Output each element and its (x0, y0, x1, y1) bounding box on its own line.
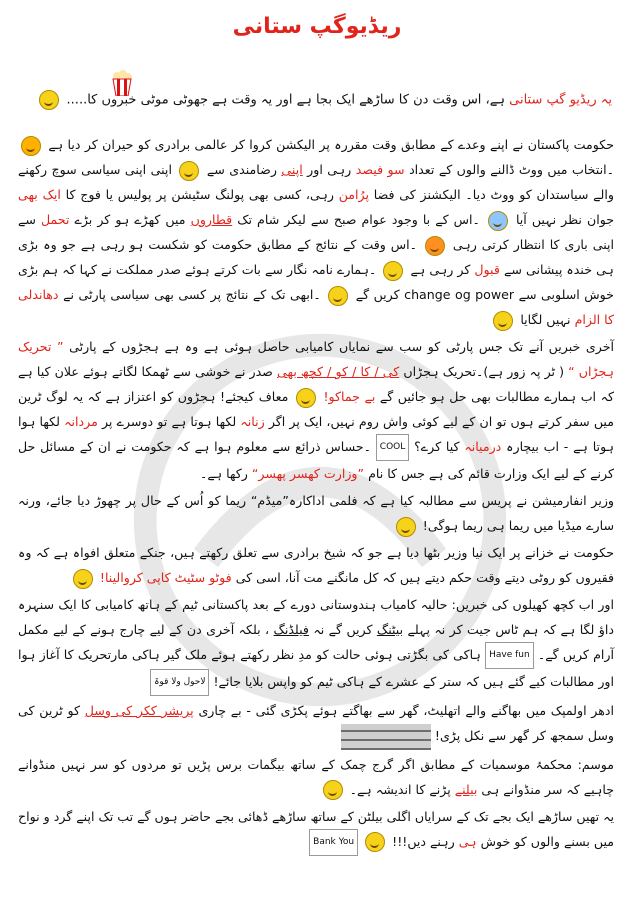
english-text: change og power (404, 287, 515, 302)
text: وزیر انفارمیشن نے پریس سے مطالبہ کیا ہے کہ فلمی اداکارہ”میڈم“ ریما کو اُس کے حال پر چھوڑ دیا جائے، ورنہ سارے میڈیا میں ریما ہی ریما ہوگی! (18, 493, 614, 533)
text: ہاکی کی بگڑتی ہوئی حالت کو مدِ نظر رکھتے ہوئے ملک گیر ہاکی مارتحریک کا آغاز ہوا اور مطالبات کیے گئے ہیں کہ ستر کے عشرے کے ہاکی ٹیم کو واپس بلایا جائے! (18, 647, 614, 689)
text: حکومت پاکستان نے اپنے وعدے کے مطابق وقت مقررہ پر الیکشن کروا کر عالمی برادری کو حیران کر دیا ہے (48, 137, 614, 152)
highlight: قبول (474, 262, 500, 277)
text: ۔ابھی تک کے نتائج پر کسی بھی سیاسی پارٹی نے (63, 287, 321, 302)
text: لکھا ہوا ہوتا ہے - اب بیچارہ (18, 414, 614, 454)
highlight: پرُامن (338, 187, 369, 202)
highlight: بیلنے (454, 781, 478, 797)
text: ادھر اولمپک میں بھاگنے والے اتھلیٹ، گھر سے بھاگتے ہوئے پکڑی گئی - بے چاری (198, 703, 615, 718)
highlight: تحمل (40, 212, 70, 227)
highlight: پریشر ککر کی وسل (84, 703, 194, 718)
text: ۔اس وقت کے نتائج کے مطابق حکومت کو شکست ہو رہی ہے جو وہ بڑی ہی خندہ پیشانی سے (18, 237, 614, 277)
paragraph-weather (18, 752, 614, 802)
text: ( ٹر پہ زور ہے)۔تحریک ہجڑاں (403, 364, 565, 379)
worried-face-icon (323, 780, 343, 800)
have-fun-sign: Have fun (485, 642, 534, 669)
text: لکھا ہوتا ہے تو دوسرے پر (101, 414, 237, 429)
thank-you-sign: Bank You (309, 829, 358, 856)
intro-line (36, 90, 612, 110)
shocked-face-icon (21, 136, 41, 156)
page-title: ریڈیوگپ ستانی (232, 14, 402, 39)
text: رہی، کسی بھی پولنگ سٹیشن پر پولیس یا فوج کا (65, 187, 334, 202)
text: اپنی اپنی سیاسی سوچ رکھنے والے سیاستدان کو ووٹ دیا۔ الیکشنز کی فضا (18, 162, 614, 202)
highlight: ”وزارت کھسر پھسر“ (251, 466, 365, 481)
text: فیلڈنگ (273, 622, 309, 637)
text: بیٹنگ (376, 622, 404, 637)
paragraph-party (18, 334, 614, 486)
text: نہیں لگایا (520, 312, 571, 327)
lahol-sign: لاحول ولا قوۃ (150, 669, 209, 696)
highlight: مردانہ (64, 414, 98, 429)
text: میں کھڑے ہو کر بڑے (74, 212, 186, 227)
cool-sign: COOL (376, 434, 409, 461)
sleeping-face-icon (425, 236, 445, 256)
text: رہی اور (307, 162, 352, 177)
paragraph-elections (18, 132, 614, 332)
dancing-icon (296, 388, 316, 408)
highlight: دھاندلی کا الزام (18, 287, 614, 327)
text: جوان نظر نہیں آیا (515, 212, 615, 227)
intro-text: ہے، اس وقت دن کا ساڑھے ایک بجا ہے اور یہ وقت ہے جھوٹی موٹی خبروں کا..... (66, 92, 510, 108)
text: پڑنے کا اندیشہ ہے۔ (349, 781, 451, 797)
text: کریں گے (355, 287, 400, 302)
text: کیا کرے؟ (414, 439, 460, 454)
highlight: بے جماکو! (323, 389, 376, 404)
text: کریں گے نہ (313, 622, 373, 637)
text: ۔ہمارے نامہ نگار سے بات کرتے ہوئے صدر مملکت نے کہا کہ ہم بڑی خوش اسلوبی سے (18, 262, 614, 302)
text: صدر نے خوشی سے ٹھمکا لگاتے ہوئے علان کیا ہے کہ اب ہمارے مطالبات بھی حل ہو جائیں گے (18, 364, 614, 404)
text: حکومت نے خزانے پر ایک نیا وزیر بٹھا دیا ہے جو کہ شیخ برادری سے تعلق رکھتے ہیں، جنکے متعلق افواہ ہے کہ وہ فقیروں کو روٹی دیتے وقت حکم دیتے ہیں کہ کل مانگنے مت آنا، اسی کی (18, 545, 614, 585)
zipped-mouth-icon (179, 161, 199, 181)
paragraph-sports (18, 592, 614, 696)
paragraph-information (18, 488, 614, 538)
paragraph-closing (18, 804, 614, 856)
blue-face-icon (488, 211, 508, 231)
smiley-icon (383, 261, 403, 281)
text: اور اب کچھ کھیلوں کی خبریں: حالیہ کامیاب ہندوستانی دورے کے بعد پاکستانی ٹیم کے ہاتھ کامیابی کا ایک سنہرہ داؤ لگا ہے کہ ہم ٹاس جیت کر نہ پہلے (18, 597, 614, 637)
highlight: ” تحریک ہجڑاں “ (18, 339, 615, 379)
text: رہنے دیں!!! (392, 833, 455, 849)
brick-wall-image (341, 724, 431, 750)
highlight: زنانہ (240, 414, 265, 429)
paragraph-finance (18, 540, 614, 590)
text: ۔حساس ذرائع سے معلوم ہوا ہے کہ حکومت نے ان کے مسائل حل کرنے کے لیے ایک وزارت قائم کی ہے جس کا نام (18, 439, 614, 481)
highlight: سو فیصد (355, 162, 405, 177)
highlight: فوٹو سٹیٹ کاپی کروالینا! (99, 570, 232, 585)
text: ۔اس کے با وجود عوام صبح سے لیکر شام تک (237, 212, 480, 227)
highlight: اپنی (281, 162, 303, 177)
text: ۔انتخاب میں ووٹ ڈالنے والوں کے تعداد (409, 162, 614, 177)
text: معاف کیجئے! ہجڑوں کو اعتزاز ہے کہ یہ لوگ ٹرین میں سفر کرتے ہوں تو ان کے لیے کوئی واش روم نہیں، ایک پر اگر (18, 389, 614, 429)
paragraph-olympic (18, 698, 614, 750)
text: آخری خبریں آنے تک جس پارٹی کو سب سے نمایاں کامیابی حاصل ہوئی ہے وہ ہے ہجڑوں کے پارٹی (69, 339, 614, 354)
reading-face-icon (493, 311, 513, 331)
text: یہ تھیں ساڑھے ایک بجے تک کے سرایاں اگلی بیلٹن کے ساتھ ساڑھے ڈھائی بجے حاضر ہوں گے تب تک اپنے گرد و نواح میں بسنے والوں کو خوش (18, 808, 614, 849)
text: رکھا ہے۔ (200, 466, 248, 481)
article-body (18, 132, 614, 858)
text: ، بلکہ آخری دن کے لیے چارج ہونے کے لیے مکمل آرام کریں گے۔ (18, 622, 614, 662)
highlight: ہی (458, 833, 477, 849)
highlight: کی / کا / کو / کچھ بھی (277, 364, 400, 379)
text: کر رہی ہے (410, 262, 471, 277)
text: رضامندی سے (206, 162, 277, 177)
highlight: قطاروں (190, 212, 233, 227)
fighting-icon (328, 286, 348, 306)
tongue-out-icon (73, 569, 93, 589)
text: سے اپنی باری کا انتظار کرتی رہی (18, 212, 614, 252)
thank-you-face-icon (365, 832, 385, 852)
intro-highlight: یہ ریڈیو گپ ستانی (509, 92, 612, 108)
text: موسم: محکمۂ موسمیات کے مطابق اگر گرج چمک کے ساتھ بیگمات برس پڑیں تو مردوں کو سر نہیں منڈوانے چاہیے کہ سر منڈوانے ہی (18, 756, 614, 797)
smiley-icon (39, 90, 59, 110)
chatting-faces-icon (396, 517, 416, 537)
highlight: ایک بھی (18, 187, 61, 202)
text: کو ٹرین کی وسل سمجھ کر گھر سے نکل پڑی! (18, 703, 614, 743)
highlight: درمیانہ (464, 439, 502, 454)
